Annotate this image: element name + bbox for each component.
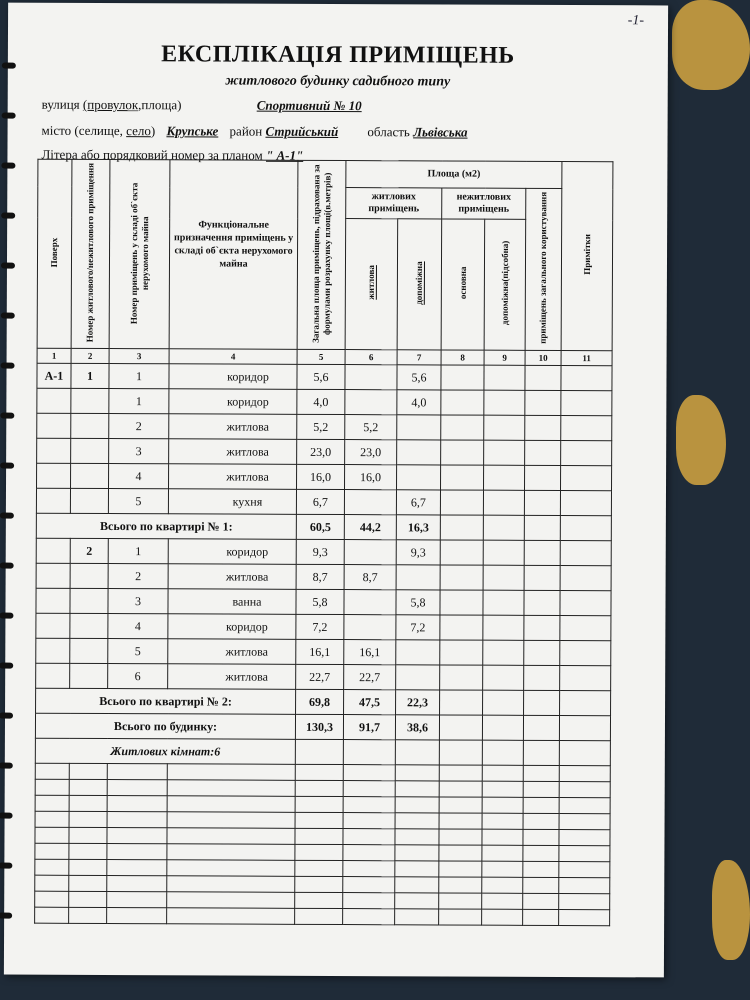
cell-living — [345, 390, 397, 415]
table-row — [36, 563, 611, 591]
cell-room: 5 — [108, 489, 168, 514]
cell-purpose: ванна — [168, 589, 296, 615]
header-aux-basement: допоміжна(підсобна) — [484, 219, 526, 350]
header-total-area: Загальна площа приміщень, підрахована за формулами розрахунку площі(в.метрів) — [297, 160, 346, 349]
apt1-total-row: Всього по квартирі № 1: 60,5 44,2 16,3 — [36, 513, 611, 541]
binding-ring — [1, 363, 15, 369]
cell-aux: 5,6 — [397, 365, 441, 390]
living-rooms-row: Житлових кімнат:6 — [35, 738, 610, 766]
district-value: Стрийський — [265, 123, 339, 140]
table-row — [37, 413, 612, 441]
cell-room: 3 — [108, 589, 168, 614]
cell-total: 23,0 — [297, 439, 345, 464]
cell-floor — [37, 463, 71, 488]
binding-ring — [0, 913, 12, 919]
header-area-group: Площа (м2) — [346, 161, 562, 189]
cell-living: 16,1 — [344, 640, 396, 665]
cell-floor — [36, 538, 70, 563]
header-residential-group: житлових приміщень — [346, 188, 442, 219]
cell-floor — [36, 663, 70, 688]
cell-floor — [37, 413, 71, 438]
cell-room: 1 — [109, 389, 169, 414]
street-line: вулиця (провулок,площа) Спортивний № 10 — [41, 96, 362, 114]
explication-table — [34, 159, 613, 927]
cell-room: 3 — [109, 439, 169, 464]
table-row — [36, 588, 611, 616]
cell-purpose: коридор — [168, 539, 296, 565]
city-line: місто (селище, село) Крупське район Стрийський область Львівська — [41, 122, 468, 140]
cell-room: 4 — [109, 464, 169, 489]
cell-total: 8,7 — [296, 564, 344, 589]
cell-aux — [397, 440, 441, 465]
cell-total: 22,7 — [296, 664, 344, 689]
cell-apt — [70, 488, 108, 513]
binding-ring — [0, 413, 14, 419]
carpet-pattern — [676, 395, 726, 485]
cell-apt: 2 — [70, 538, 108, 563]
city-value: Крупське — [166, 123, 219, 139]
table-row — [37, 363, 612, 391]
cell-aux — [396, 640, 440, 665]
header-dwelling-no: Номер житлового/нежитлового приміщення — [71, 159, 110, 348]
cell-aux: 4,0 — [397, 390, 441, 415]
cell-total: 16,1 — [296, 639, 344, 664]
cell-living: 22,7 — [344, 665, 396, 690]
cell-living — [344, 590, 396, 615]
cell-living: 8,7 — [344, 565, 396, 590]
binding-ring — [1, 313, 15, 319]
header-purpose: Функціональне призначення приміщень у складі об`єкта нерухомого майна — [169, 160, 298, 350]
street-value: Спортивний № 10 — [256, 97, 362, 114]
header-nonresidential-group: нежитлових приміщень — [442, 188, 526, 219]
table-row — [36, 613, 611, 641]
cell-purpose: житлова — [168, 664, 296, 690]
cell-floor — [37, 438, 71, 463]
cell-purpose: житлова — [169, 414, 297, 440]
cell-living: 5,2 — [345, 415, 397, 440]
cell-apt — [71, 388, 109, 413]
cell-total: 6,7 — [296, 489, 344, 514]
cell-total: 5,8 — [296, 589, 344, 614]
cell-apt — [70, 613, 108, 638]
empty-row — [35, 907, 610, 926]
binding-ring — [2, 113, 16, 119]
cell-total: 5,6 — [297, 364, 345, 389]
cell-living — [344, 540, 396, 565]
cell-aux — [397, 465, 441, 490]
cell-apt: 1 — [71, 363, 109, 388]
cell-living — [344, 615, 396, 640]
table-row — [37, 438, 612, 466]
apt2-total-row: Всього по квартирі № 2: 69,8 47,5 22,3 — [36, 688, 611, 716]
cell-floor — [36, 563, 70, 588]
cell-aux — [397, 415, 441, 440]
cell-total: 4,0 — [297, 389, 345, 414]
cell-room: 4 — [108, 614, 168, 639]
cell-aux: 6,7 — [396, 490, 440, 515]
cell-living: 16,0 — [345, 465, 397, 490]
cell-total: 9,3 — [296, 539, 344, 564]
letter-value: " А-1" — [265, 147, 304, 163]
header-floor: Поверх — [37, 159, 72, 348]
cell-apt — [70, 663, 108, 688]
binding-ring — [1, 213, 15, 219]
binding-ring — [0, 663, 13, 669]
binding-ring — [0, 713, 13, 719]
table-row — [37, 388, 612, 416]
binding-ring — [0, 513, 14, 519]
region-value: Львівська — [413, 124, 468, 140]
cell-apt — [70, 563, 108, 588]
cell-floor — [36, 638, 70, 663]
table-row — [36, 538, 611, 566]
carpet-pattern — [672, 0, 750, 90]
table-row — [36, 638, 611, 666]
cell-purpose: коридор — [168, 614, 296, 640]
cell-room: 5 — [108, 639, 168, 664]
header-auxiliary: допоміжна — [397, 219, 442, 350]
cell-floor — [36, 613, 70, 638]
cell-aux — [396, 665, 440, 690]
document-page — [4, 3, 668, 978]
table-row — [36, 488, 611, 516]
document-subtitle: житлового будинку садибного типу — [225, 73, 451, 90]
cell-floor: А-1 — [37, 363, 71, 388]
cell-apt — [70, 638, 108, 663]
table-row — [37, 463, 612, 491]
cell-living — [345, 365, 397, 390]
cell-living: 23,0 — [345, 440, 397, 465]
letter-line: Літера або порядковий номер за планом " А-1" — [41, 146, 304, 163]
header-notes: Примітки — [561, 161, 613, 350]
cell-purpose: житлова — [168, 639, 296, 665]
cell-aux: 5,8 — [396, 590, 440, 615]
cell-floor — [37, 388, 71, 413]
cell-room: 1 — [109, 364, 169, 389]
column-number-row: 1 2 3 4 5 6 7 8 9 10 11 — [37, 348, 612, 366]
binding-ring — [0, 863, 12, 869]
binding-ring — [1, 263, 15, 269]
cell-purpose: кухня — [168, 489, 296, 515]
cell-aux: 7,2 — [396, 615, 440, 640]
cell-room: 6 — [108, 664, 168, 689]
cell-floor — [36, 588, 70, 613]
cell-apt — [71, 463, 109, 488]
header-common-use: приміщень загального користування — [525, 188, 562, 350]
page-number: -1- — [627, 13, 645, 29]
cell-total: 16,0 — [297, 464, 345, 489]
cell-room: 2 — [109, 414, 169, 439]
cell-purpose: коридор — [169, 389, 297, 415]
cell-apt — [71, 438, 109, 463]
header-main: основна — [441, 219, 485, 350]
cell-total: 5,2 — [297, 414, 345, 439]
cell-aux: 9,3 — [396, 540, 440, 565]
cell-purpose: житлова — [168, 564, 296, 590]
cell-floor — [36, 488, 70, 513]
table-row — [36, 663, 611, 691]
binding-ring — [0, 813, 13, 819]
binding-ring — [0, 613, 13, 619]
cell-room: 1 — [108, 539, 168, 564]
binding-ring — [1, 163, 15, 169]
cell-purpose: житлова — [169, 464, 297, 490]
cell-purpose: житлова — [169, 439, 297, 465]
cell-total: 7,2 — [296, 614, 344, 639]
carpet-pattern — [712, 860, 750, 960]
binding-ring — [0, 763, 13, 769]
cell-aux — [396, 565, 440, 590]
building-total-row: Всього по будинку: 130,3 91,7 38,6 — [35, 713, 610, 741]
cell-living — [344, 490, 396, 515]
header-living: житлова — [345, 219, 398, 350]
binding-ring — [0, 463, 14, 469]
cell-apt — [71, 413, 109, 438]
cell-apt — [70, 588, 108, 613]
header-room-no: Номер приміщень у складі об`єкта нерухомого майна — [109, 160, 170, 349]
document-title: ЕКСПЛІКАЦІЯ ПРИМІЩЕНЬ — [161, 41, 515, 69]
cell-purpose: коридор — [169, 364, 297, 390]
binding-ring — [0, 563, 14, 569]
cell-room: 2 — [108, 564, 168, 589]
